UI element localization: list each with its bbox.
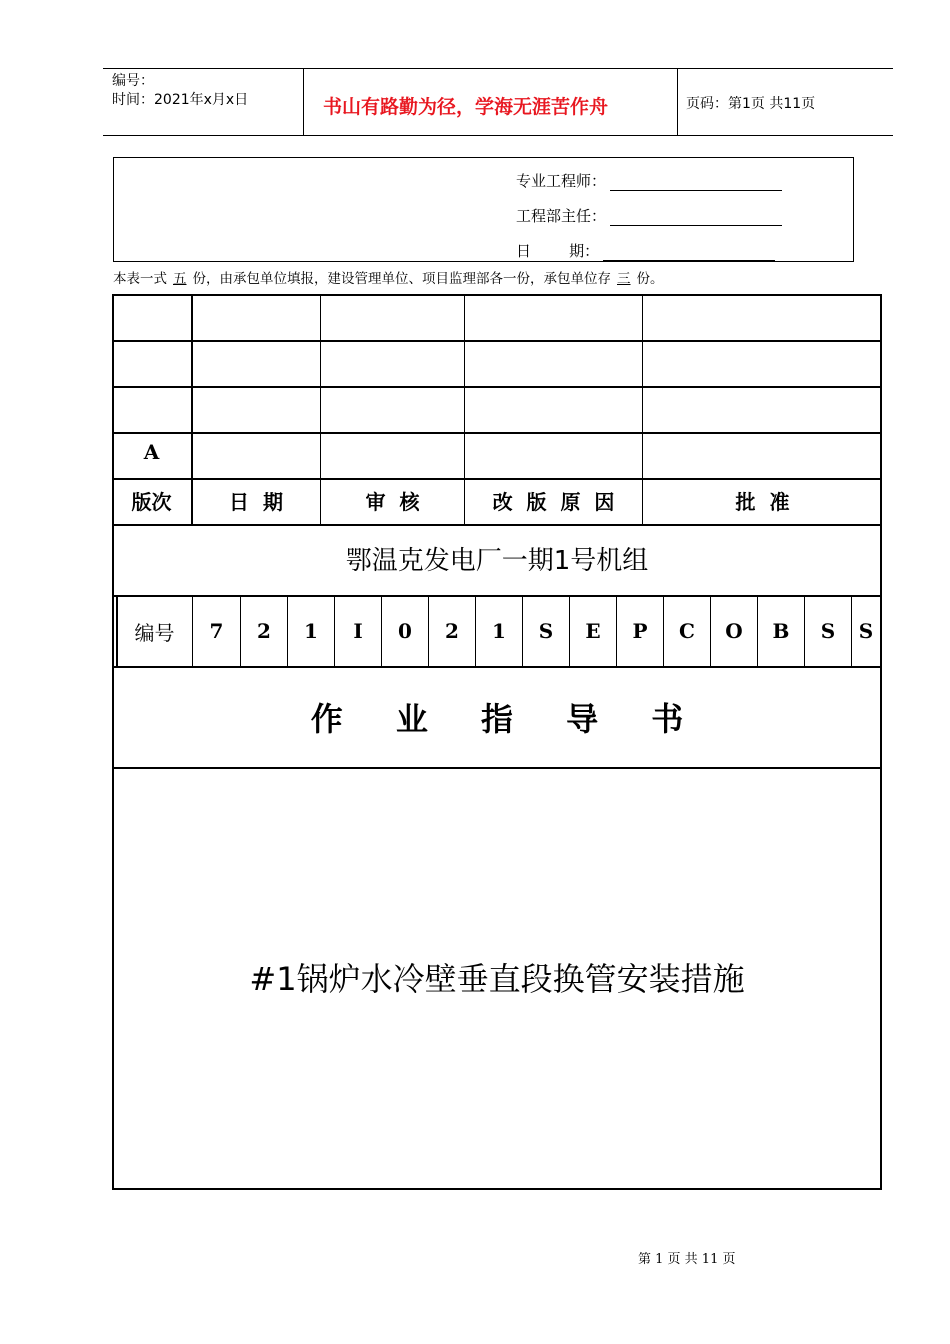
code-char: S [858, 619, 874, 643]
cover-table [112, 294, 882, 1190]
header-date: 日 期 [229, 490, 283, 514]
header-slogan: 书山有路勤为径，学海无涯苦作舟 [323, 96, 609, 118]
engineer-signature-field[interactable] [610, 172, 782, 191]
header-top-rule [103, 68, 893, 69]
page-footer: 第 1 页 共 11 页 [638, 1252, 736, 1267]
code-char: C [679, 619, 695, 643]
code-char: S [538, 619, 554, 643]
date-label: 日 期： [516, 242, 600, 260]
header-reason: 改 版 原 因 [492, 490, 615, 514]
doc-title: #1锅炉水冷壁垂直段换管安装措施 [249, 960, 745, 998]
date-field[interactable] [603, 242, 775, 261]
code-char: I [353, 619, 363, 643]
date-signature-row [516, 240, 775, 261]
director-label: 工程部主任： [516, 207, 607, 225]
header-bottom-rule [103, 135, 893, 136]
time-label: 时间：2021年x月x日 [112, 92, 249, 108]
project-title: 鄂温克发电厂一期1号机组 [345, 546, 649, 576]
code-char: P [632, 619, 648, 643]
copies-count: 五 [173, 271, 187, 287]
code-char: 2 [445, 619, 459, 643]
page-info: 页码：第1页 共11页 [686, 96, 816, 112]
code-char: 1 [304, 619, 318, 643]
engineer-label: 专业工程师： [516, 172, 607, 190]
code-char: 0 [398, 619, 412, 643]
director-signature-row [516, 205, 782, 226]
header-divider [677, 68, 678, 136]
number-label: 编号： [112, 73, 154, 89]
code-char: B [772, 619, 790, 643]
code-char: 2 [257, 619, 271, 643]
code-char: 7 [209, 619, 224, 643]
code-char: S [820, 619, 836, 643]
director-signature-field[interactable] [610, 207, 782, 226]
revision-a-label: A [143, 440, 160, 464]
header-approve: 批 准 [735, 490, 790, 514]
copies-note: 本表一式 五 份，由承包单位填报，建设管理单位、项目监理部各一份，承包单位存 三 份。 [113, 271, 664, 287]
code-char: 1 [492, 619, 506, 643]
header-revision: 版次 [131, 490, 172, 514]
header-review: 审 核 [365, 490, 420, 514]
code-label: 编号 [134, 620, 175, 645]
doc-type-title: 作 业 指 导 书 [310, 700, 684, 738]
code-char: E [585, 619, 601, 643]
code-char: O [725, 619, 743, 643]
header-divider [303, 68, 304, 136]
engineer-signature-row [516, 170, 782, 191]
keep-count: 三 [617, 271, 631, 287]
